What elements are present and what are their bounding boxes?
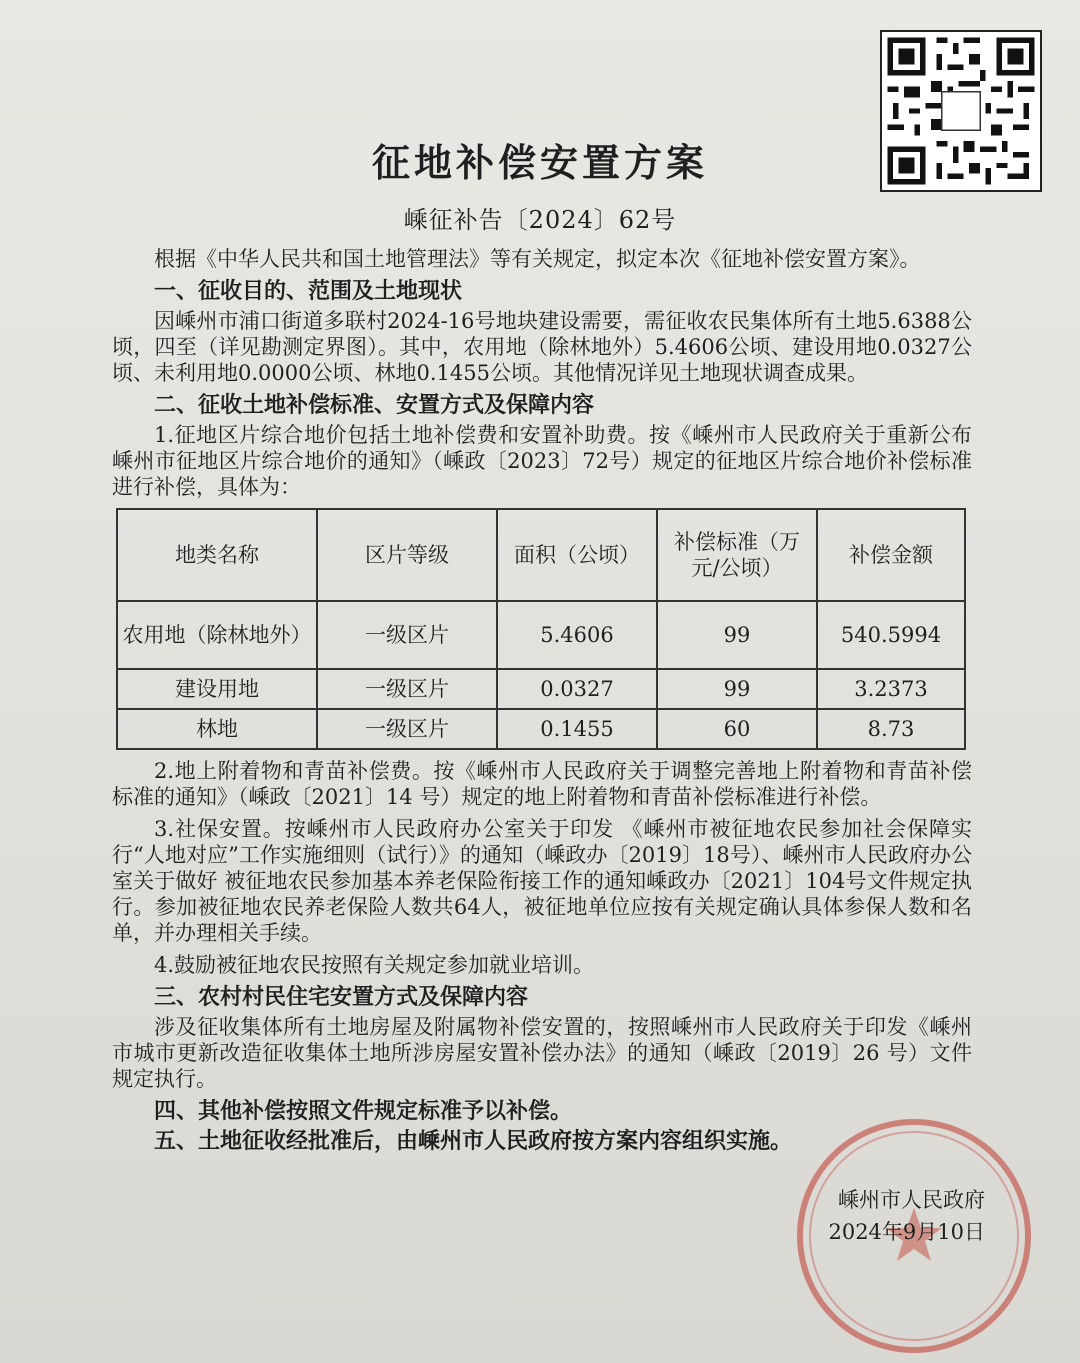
table-row [117,669,965,709]
compensation-table [116,508,966,750]
table-header-land-type: 地类名称 [117,509,317,601]
table-cell: 一级区片 [317,601,497,669]
table-cell: 8.73 [817,709,965,749]
table-header-row [117,509,965,601]
section-1-text: 因嵊州市浦口街道多联村2024-16号地块建设需要，需征收农民集体所有土地5.6388公顷，四至（详见勘测定界图）。其中，农用地（除林地外）5.4606公顷、建设用地0.0327公顷、未利用地0.0000公顷、林地0.1455公顷。其他情况详见土地现状调查成果。 [112,309,972,385]
table-cell: 5.4606 [497,601,657,669]
table-cell: 一级区片 [317,709,497,749]
table-header-standard: 补偿标准（万元/公顷） [657,509,817,601]
section-1-heading: 一、征收目的、范围及土地现状 [154,278,463,304]
section-4-heading: 四、其他补偿按照文件规定标准予以补偿。 [154,1098,573,1124]
table-header-area: 面积（公顷） [497,509,657,601]
section-2-item-4: 4.鼓励被征地农民按照有关规定参加就业培训。 [154,953,595,977]
signature-date: 2024年9月10日 [828,1220,985,1244]
table-cell: 3.2373 [817,669,965,709]
table-row [117,601,965,669]
intro-paragraph: 根据《中华人民共和国土地管理法》等有关规定，拟定本次《征地补偿安置方案》。 [154,247,921,271]
document-number: 嵊征补告〔2024〕62号 [403,206,677,234]
signature-organization: 嵊州市人民政府 [838,1188,985,1212]
section-2-heading: 二、征收土地补偿标准、安置方式及保障内容 [154,392,595,418]
table-cell: 0.1455 [497,709,657,749]
table-cell: 农用地（除林地外） [117,601,317,669]
table-cell: 99 [657,669,817,709]
section-3-heading: 三、农村村民住宅安置方式及保障内容 [154,984,529,1010]
table-cell: 0.0327 [497,669,657,709]
table-cell: 林地 [117,709,317,749]
section-2-item-2: 2.地上附着物和青苗补偿费。按《嵊州市人民政府关于调整完善地上附着物和青苗补偿标准的通知》（嵊政〔2021〕14 号）规定的地上附着物和青苗补偿标准进行补偿。 [112,759,972,809]
table-cell: 建设用地 [117,669,317,709]
table-cell: 99 [657,601,817,669]
table-cell: 540.5994 [817,601,965,669]
table-header-zone-level: 区片等级 [317,509,497,601]
section-2-item-1: 1.征地区片综合地价包括土地补偿费和安置补助费。按《嵊州市人民政府关于重新公布嵊州市征地区片综合地价的通知》（嵊政〔2023〕72号）规定的征地区片综合地价补偿标准进行补偿，具体为： [112,423,972,499]
table-cell: 60 [657,709,817,749]
section-3-text: 涉及征收集体所有土地房屋及附属物补偿安置的，按照嵊州市人民政府关于印发《嵊州市城市更新改造征收集体土地所涉房屋安置补偿办法》的通知（嵊政〔2019〕26 号）文件规定执行。 [112,1015,972,1091]
document-body [112,246,972,1158]
table-cell: 一级区片 [317,669,497,709]
table-header-amount: 补偿金额 [817,509,965,601]
section-5-heading: 五、土地征收经批准后，由嵊州市人民政府按方案内容组织实施。 [154,1128,793,1154]
table-row [117,709,965,749]
section-2-item-3: 3.社保安置。按嵊州市人民政府办公室关于印发 《嵊州市被征地农民参加社会保障实行“人地对应”工作实施细则（试行）》的通知（嵊政办〔2019〕18号）、嵊州市人民政府办公室关于做好 被征地农民参加基本养老保险衔接工作的通知嵊政办〔2021〕104号文件规定执行。参加被征地农民养老保险人数共64人，被征地单位应按有关规定确认具体参保人数和名单，并办理相关手续。 [112,817,972,945]
document-title: 征地补偿安置方案 [371,140,708,185]
